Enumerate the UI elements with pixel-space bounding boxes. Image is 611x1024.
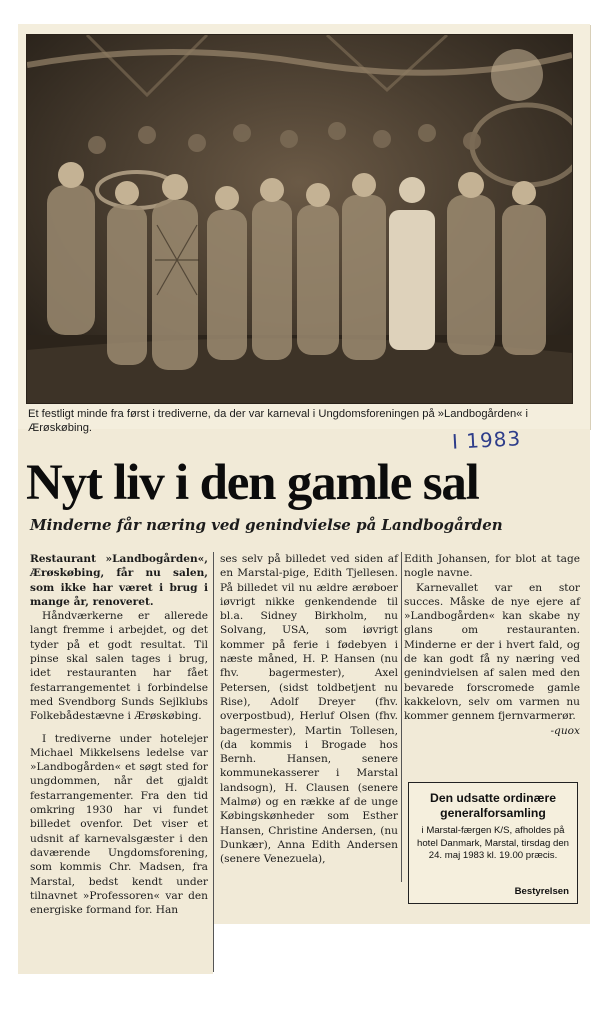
- article-paragraph-2: I trediverne under hotelejer Michael Mikkelsens ledelse var »Landbogården« et søgt sted for ungdommen, når det gjaldt festarrangementer. Fra den tid omkring 1930 har vi fundet billedet ovenfor. Det viser et udsnit af karnevalsgæster i den daværende Ungdomsforening, som kommis Chr. Madsen, fra Marstal, bedst kendt under tilnavnet »Professoren« var den energiske formand for. Han: [30, 732, 208, 917]
- article-column-2: [220, 552, 398, 922]
- notice-box: [408, 782, 578, 904]
- headline: Nyt liv i den gamle sal: [26, 455, 479, 511]
- carnival-photo-illustration: [27, 35, 572, 403]
- subheadline: Minderne får næring ved genindvielse på Landbogården: [30, 516, 503, 534]
- article-lead: Restaurant »Landbogården«, Ærøskøbing, får nu salen, som ikke har været i brug i mange år, renoveret.: [30, 553, 208, 608]
- column-divider: [401, 552, 402, 882]
- notice-signature: Bestyrelsen: [514, 886, 569, 897]
- notice-title: Den udsatte ordinære generalforsamling: [430, 791, 556, 820]
- photo-caption: Et festligt minde fra først i trediverne, da der var karneval i Ungdomsforeningen på »Landbogården« i Ærøskøbing.: [28, 408, 528, 434]
- article-paragraph-4: Edith Johansen, for blot at tage nogle navne.: [404, 553, 580, 580]
- notice-body: i Marstal-færgen K/S, afholdes på hotel Danmark, Marstal, tirsdag den 24. maj 1983 kl. 19.00 præcis.: [417, 825, 569, 862]
- author-signoff: -quox: [550, 724, 580, 737]
- article-paragraph-5: Karnevallet var en stor succes. Måske de nye ejere af »Landbogården« kan skabe ny glans om restauranten. Minderne er der i hvert fald, og de kan godt få ny næring ved genindvielsen af salen med den bevarede forscromede gamle kakkelovn, selv om varmen nu kommer gennem fjernvarmerør.: [404, 581, 580, 723]
- article-paragraph-1: Håndværkerne er allerede langt fremme i arbejdet, og det tyder på et godt resultat. Til pinse skal salen tages i brug, idet restauranten har fået festarrangementet i forbindelse med Svendborg Sunds Sejlklubs Folkebådestævne i Ærøskøbing.: [30, 610, 208, 723]
- article-column-1: [30, 552, 208, 982]
- newspaper-clipping: [18, 24, 590, 974]
- article-paragraph-3: ses selv på billedet ved siden af en Marstal-pige, Edith Tjellesen. På billedet vil nu ældre ærøboer iøvrigt nikke genkendende til bl.a. Sidney Birkholm, nu Solvang, USA, som iøvrigt kommer på ferie i fødebyen i næste måned, H. P. Hansen (nu fhv. bagermester), Axel Petersen, (sidst toldbetjent nu Rise), Adolf Dreyer (fhv. overpostbud), Herluf Olsen (fhv. bagermester), Martin Tollesen, (da kommis i Brogade hos Bernh. Hansen, senere kommunekasserer i Marstal landsogn), H. Clausen (senere Malmø) og en række af de unge Købingskønheder som Esther Hansen, Christine Andersen, (nu Dunkær), Anna Edith Andersen (senere Venezuela),: [220, 553, 398, 866]
- carnival-photo: [26, 34, 573, 404]
- column-divider: [213, 552, 214, 972]
- article-column-3: [404, 552, 580, 772]
- handwritten-year-annotation: I 1983: [451, 426, 522, 454]
